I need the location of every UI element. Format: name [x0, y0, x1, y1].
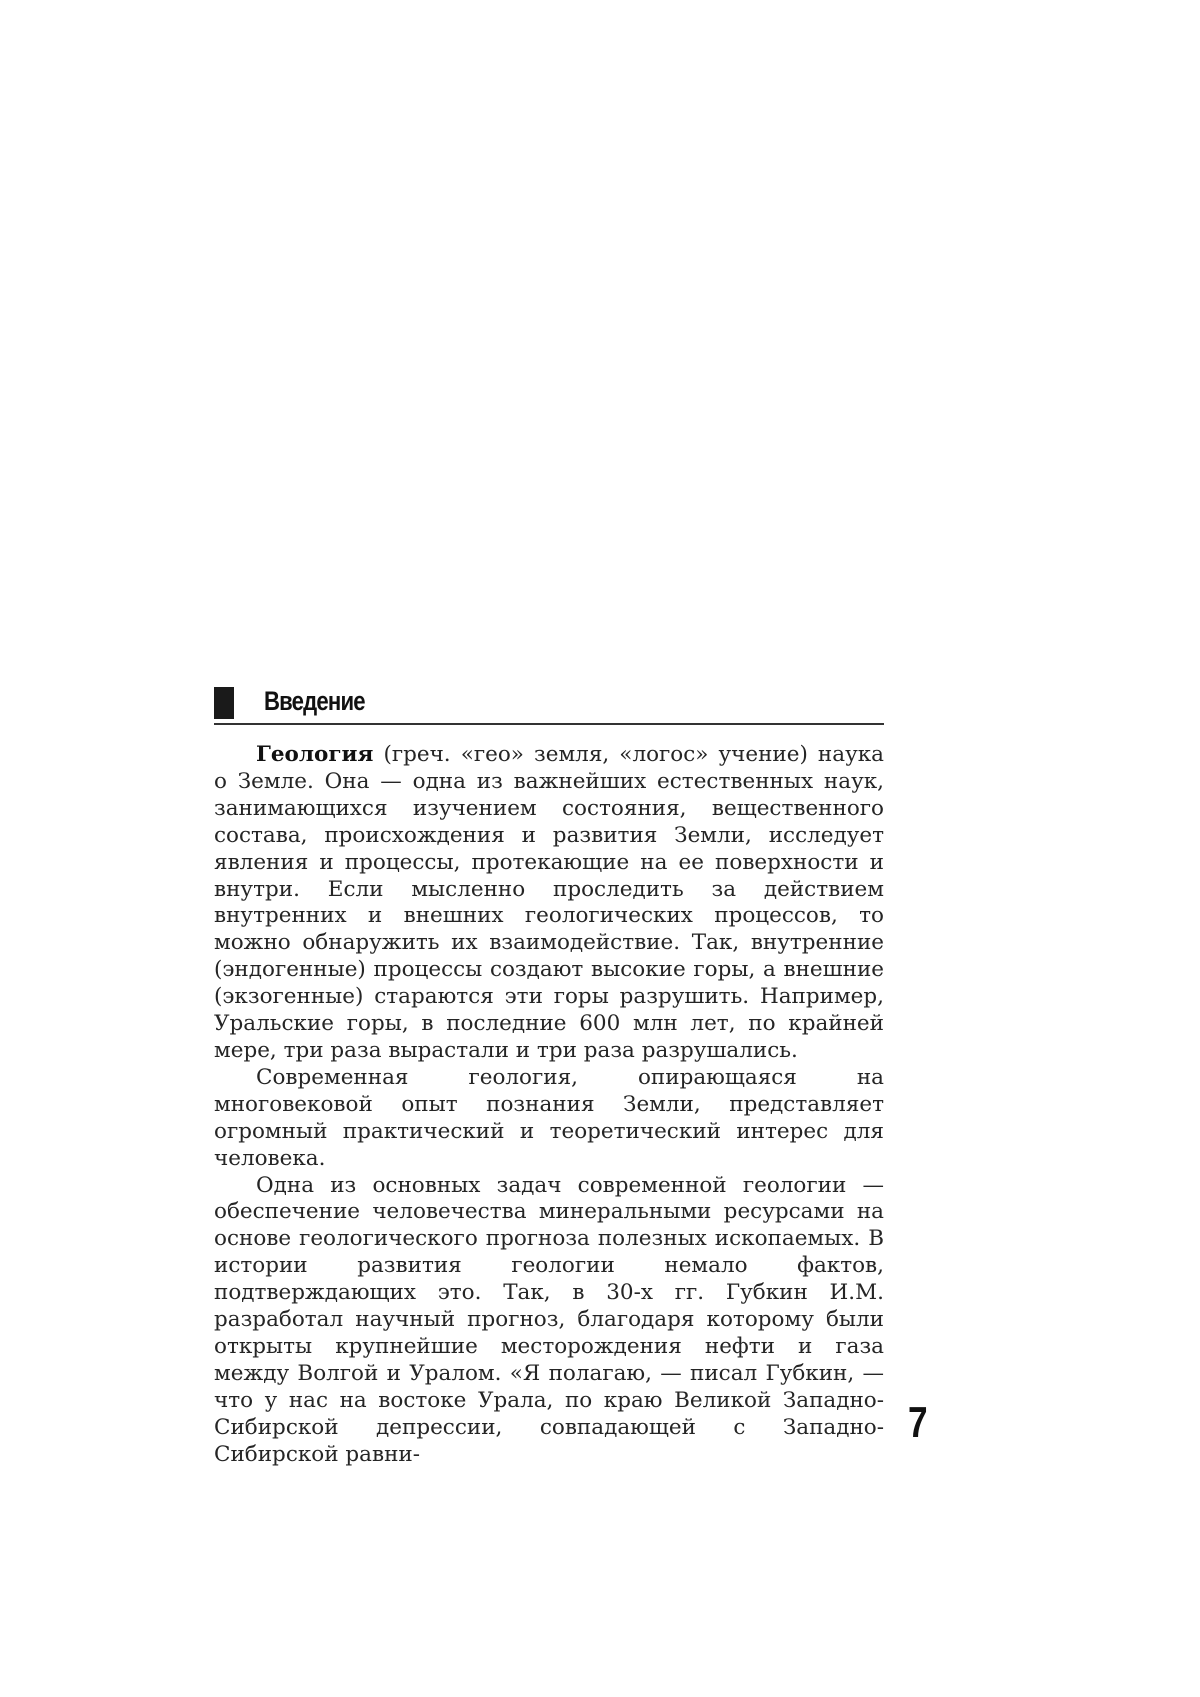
section-title: Введение — [264, 686, 365, 716]
paragraph-1-text: (греч. «гео» земля, «логос» учение) наука о Земле. Она — одна из важнейших естественных наук, занимающихся изучением состояния, вещественного состава, происхождения и развития Земли, исследует явления и процессы, протекающие на ее поверхности и внутри. Если мысленно проследить за действием внутренних и внешних геологических процессов, то можно обнаружить их взаимодействие. Так, внутренние (эндогенные) процессы создают высокие горы, а внешние (экзогенные) стараются эти горы разрушить. Например, Уральские горы, в последние 600 млн лет, по крайней мере, три раза вырастали и три раза разрушались. — [214, 742, 884, 1063]
paragraph-2: Современная геология, опирающаяся на многовековой опыт познания Земли, представляет огромный практический и теоретический интерес для человека. — [214, 1064, 884, 1171]
body-text — [214, 742, 884, 1468]
paragraph-3: Одна из основных задач современной геологии — обеспечение человечества минеральными ресурсами на основе геологического прогноза полезных ископаемых. В истории развития геологии немало фактов, подтверждающих это. Так, в 30-х гг. Губкин И.М. разработал научный прогноз, благодаря которому были открыты крупнейшие месторождения нефти и газа между Волгой и Уралом. «Я полагаю, — писал Губкин, — что у нас на востоке Урала, по краю Великой Западно-Сибирской депрессии, совпадающей с Западно-Сибирской равни- — [214, 1172, 884, 1467]
term-geology: Геология — [256, 742, 374, 767]
heading-marker-block — [214, 687, 234, 719]
section-heading — [214, 683, 884, 725]
page-number: 7 — [908, 1398, 928, 1447]
paragraph-1 — [214, 742, 884, 1065]
